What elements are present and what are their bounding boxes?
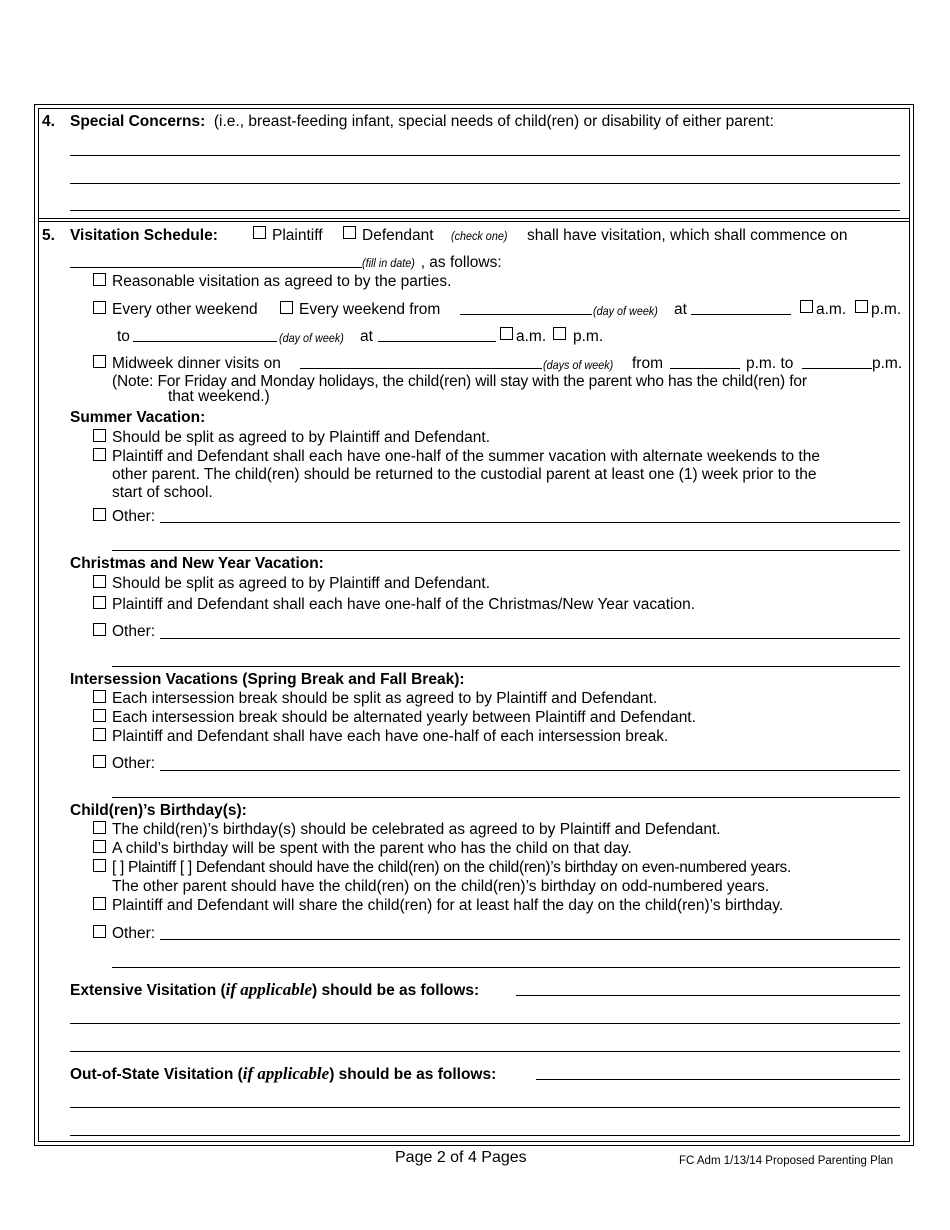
reasonable-visitation-checkbox[interactable]: [93, 273, 106, 286]
birthday-opt2-label: A child’s birthday will be spent with the parent who has the child on that day.: [112, 840, 632, 857]
christmas-other-field-2[interactable]: [112, 666, 900, 667]
extensive-field-1[interactable]: [516, 995, 900, 996]
plaintiff-label: Plaintiff: [272, 227, 323, 244]
birthday-other-checkbox[interactable]: [93, 925, 106, 938]
midweek-days-field[interactable]: [300, 368, 542, 369]
to-pm-checkbox[interactable]: [553, 327, 566, 340]
fill-date-note: [362, 254, 502, 272]
special-concerns-line-2[interactable]: [70, 183, 900, 184]
pm-label: p.m.: [871, 301, 902, 318]
intersession-opt1-label: Each intersession break should be split as agreed to by Plaintiff and Defendant.: [112, 690, 658, 707]
section-divider: [38, 218, 910, 219]
intersession-opt2-label: Each intersession break should be alternated yearly between Plaintiff and Defendant.: [112, 709, 696, 726]
section-number: 4.: [42, 113, 55, 130]
outofstate-pre: Out-of-State Visitation (: [70, 1066, 243, 1083]
intersession-opt1-checkbox[interactable]: [93, 690, 106, 703]
special-concerns-line-1[interactable]: [70, 155, 900, 156]
christmas-opt2-checkbox[interactable]: [93, 596, 106, 609]
am-label: a.m.: [816, 301, 847, 318]
days-of-week-note: (days of week): [543, 358, 614, 372]
summer-other-field-2[interactable]: [112, 550, 900, 551]
christmas-other-field[interactable]: [160, 638, 900, 639]
visitation-schedule-title: Visitation Schedule:: [70, 227, 218, 244]
am-label: a.m.: [516, 328, 547, 345]
summer-vacation-heading: Summer Vacation:: [70, 409, 206, 426]
from-pm-checkbox[interactable]: [855, 300, 868, 313]
holiday-note-line-1: (Note: For Friday and Monday holidays, the child(ren) will stay with the parent who has the child(ren) for: [112, 373, 807, 390]
to-am-checkbox[interactable]: [500, 327, 513, 340]
holiday-note-line-2: that weekend.): [168, 388, 270, 405]
summer-opt2-line-2: other parent. The child(ren) should be returned to the custodial parent at least one (1) week prior to the: [112, 466, 817, 483]
other-label: Other:: [112, 508, 156, 525]
birthday-other-field-2[interactable]: [112, 967, 900, 968]
other-label: Other:: [112, 925, 156, 942]
extensive-field-2[interactable]: [70, 1023, 900, 1024]
birthday-opt3-line-1: [ ] Plaintiff [ ] Defendant should have the child(ren) on the child(ren)’s birthday on even-numbered years.: [112, 859, 792, 876]
defendant-checkbox[interactable]: [343, 226, 356, 239]
section-number: 5.: [42, 227, 55, 244]
special-concerns-heading: [70, 113, 774, 131]
birthday-opt2-checkbox[interactable]: [93, 840, 106, 853]
christmas-other-checkbox[interactable]: [93, 623, 106, 636]
intersession-heading: Intersession Vacations (Spring Break and Fall Break):: [70, 671, 465, 688]
outofstate-post: ) should be as follows:: [329, 1066, 497, 1083]
birthday-opt1-label: The child(ren)’s birthday(s) should be celebrated as agreed to by Plaintiff and Defendant.: [112, 821, 721, 838]
pm-label: p.m.: [573, 328, 604, 345]
summer-opt2-checkbox[interactable]: [93, 448, 106, 461]
summer-opt2-line-1: Plaintiff and Defendant shall each have one-half of the summer vacation with alternate weekends to the: [112, 448, 820, 465]
extensive-field-3[interactable]: [70, 1051, 900, 1052]
page-number: Page 2 of 4 Pages: [395, 1149, 527, 1166]
midweek-dinner-label: Midweek dinner visits on: [112, 355, 281, 372]
at-label: at: [360, 328, 373, 345]
as-follows-text: , as follows:: [420, 254, 502, 271]
outofstate-field-2[interactable]: [70, 1107, 900, 1108]
check-one-note: [451, 227, 514, 245]
intersession-other-checkbox[interactable]: [93, 755, 106, 768]
from-time-field[interactable]: [691, 314, 791, 315]
summer-opt1-checkbox[interactable]: [93, 429, 106, 442]
to-time-field[interactable]: [378, 341, 496, 342]
midweek-from-field[interactable]: [670, 368, 740, 369]
reasonable-visitation-label: Reasonable visitation as agreed to by the parties.: [112, 273, 452, 290]
other-label: Other:: [112, 623, 156, 640]
fill-date-text: (fill in date): [362, 256, 415, 270]
midweek-dinner-checkbox[interactable]: [93, 355, 106, 368]
pm-to-label: p.m. to: [746, 355, 794, 372]
every-weekend-checkbox[interactable]: [280, 301, 293, 314]
extensive-pre: Extensive Visitation (: [70, 982, 226, 999]
summer-other-field[interactable]: [160, 522, 900, 523]
midweek-to-field[interactable]: [802, 368, 872, 369]
outofstate-field-3[interactable]: [70, 1135, 900, 1136]
every-weekend-label: Every weekend from: [299, 301, 441, 318]
every-other-weekend-label: Every other weekend: [112, 301, 258, 318]
extensive-visitation-heading: [70, 981, 479, 1000]
to-label: to: [117, 328, 130, 345]
other-label: Other:: [112, 755, 156, 772]
form-id: FC Adm 1/13/14 Proposed Parenting Plan: [679, 1155, 894, 1167]
plaintiff-checkbox[interactable]: [253, 226, 266, 239]
christmas-opt2-label: Plaintiff and Defendant shall each have one-half of the Christmas/New Year vacation.: [112, 596, 696, 613]
extensive-post: ) should be as follows:: [312, 982, 480, 999]
birthday-opt4-label: Plaintiff and Defendant will share the child(ren) for at least half the day on the child(ren)’s birthday.: [112, 897, 784, 914]
intersession-other-field[interactable]: [160, 770, 900, 771]
birthday-heading: Child(ren)’s Birthday(s):: [70, 802, 247, 819]
intersession-other-field-2[interactable]: [112, 797, 900, 798]
christmas-opt1-label: Should be split as agreed to by Plaintiff and Defendant.: [112, 575, 491, 592]
birthday-opt3-checkbox[interactable]: [93, 859, 106, 872]
day-of-week-note: (day of week): [279, 331, 344, 345]
check-one-text: (check one): [451, 229, 508, 243]
to-day-field[interactable]: [133, 341, 277, 342]
intersession-opt3-checkbox[interactable]: [93, 728, 106, 741]
out-of-state-heading: [70, 1065, 496, 1084]
christmas-heading: Christmas and New Year Vacation:: [70, 555, 324, 572]
summer-other-checkbox[interactable]: [93, 508, 106, 521]
outofstate-field-1[interactable]: [536, 1079, 900, 1080]
pm-label: p.m.: [872, 355, 903, 372]
section-title: Special Concerns:: [70, 113, 206, 130]
birthday-other-field[interactable]: [160, 939, 900, 940]
section-description: (i.e., breast-feeding infant, special needs of child(ren) or disability of either parent:: [213, 113, 774, 130]
outofstate-italic: if applicable: [242, 1064, 330, 1083]
defendant-label: Defendant: [362, 227, 434, 244]
shall-have-visitation-text: shall have visitation, which shall commence on: [527, 227, 848, 244]
from-am-checkbox[interactable]: [800, 300, 813, 313]
special-concerns-line-3[interactable]: [70, 210, 900, 211]
birthday-opt3-line-2: The other parent should have the child(ren) on the child(ren)’s birthday on odd-numbered years.: [112, 878, 770, 895]
extensive-italic: if applicable: [225, 980, 313, 999]
summer-opt2-line-3: start of school.: [112, 484, 213, 501]
intersession-opt2-checkbox[interactable]: [93, 709, 106, 722]
from-day-field[interactable]: [460, 314, 592, 315]
christmas-opt1-checkbox[interactable]: [93, 575, 106, 588]
commence-date-field[interactable]: [70, 267, 362, 268]
every-other-weekend-checkbox[interactable]: [93, 301, 106, 314]
section-divider: [38, 221, 910, 222]
birthday-opt4-checkbox[interactable]: [93, 897, 106, 910]
from-label: from: [632, 355, 663, 372]
birthday-opt1-checkbox[interactable]: [93, 821, 106, 834]
at-label: at: [674, 301, 687, 318]
intersession-opt3-label: Plaintiff and Defendant shall have each have one-half of each intersession break.: [112, 728, 669, 745]
day-of-week-note: (day of week): [593, 304, 658, 318]
summer-opt1-label: Should be split as agreed to by Plaintiff and Defendant.: [112, 429, 491, 446]
